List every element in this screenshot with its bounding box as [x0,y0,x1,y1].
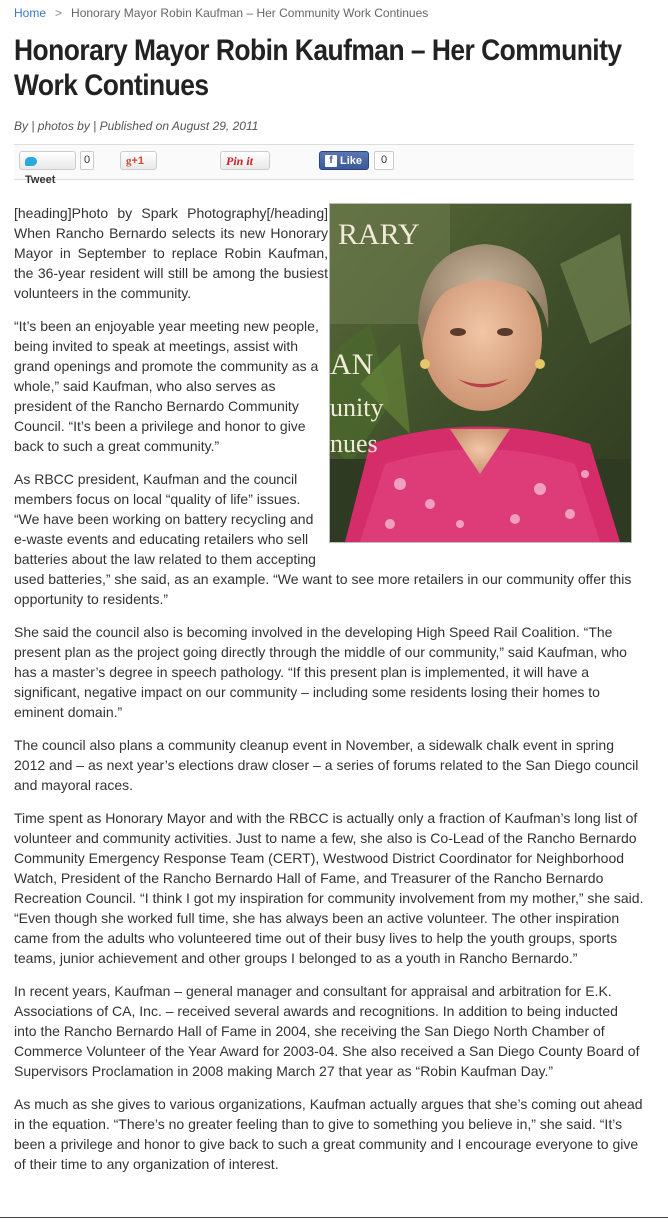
google-plus-icon: g [126,155,132,167]
facebook-like-button[interactable] [319,151,369,170]
photo-caption-heading: [heading]Photo by Spark Photography[/heading] [14,205,328,221]
article-body [14,203,644,1187]
article-meta: By | photos by | Published on August 29, 2011 [14,119,259,133]
article-paragraph: “It’s been an enjoyable year meeting new people, being invited to speak at meetings, assist with grand openings and promote the community as a whole,” said Kaufman, who also serves as president of the Rancho Bernardo Community Council. “It’s been a privilege and honor to give back to such a great community.” [14,318,319,454]
breadcrumb [14,6,428,20]
paragraph-1-body: When Rancho Bernardo selects its new Honorary Mayor in September to replace Robin Kaufman, the 36-year resident will still be among the busiest volunteers in the community. [14,225,328,301]
photo-overlay-text-3: unity [330,393,384,422]
article-paragraph: In recent years, Kaufman – general manager and consultant for appraisal and arbitration for E.K. Associations of CA, Inc. – received several awards and recognitions. In addition to being inducted into the Rancho Bernardo Hall of Fame in 2004, she receiving the San Diego North Chamber of Commerce Volunteer of the Year Award for 2003-04. She also received a San Diego County Board of Supervisors Proclamation in 2008 making March 27 that year as “Robin Kaufman Day.” [14,983,640,1079]
photo-overlay-text-1: RARY [338,218,420,251]
twitter-bird-icon [25,157,37,166]
google-plus-button[interactable] [120,151,157,170]
article-paragraph: As much as she gives to various organizations, Kaufman actually argues that she’s coming out ahead in the equation. “There’s no greater feeling than to give to something you believe in,” she said. “It’s been a privilege and honor to give back to such a great community and I encourage everyone to give of their time to any organization of interest. [14,1096,643,1172]
article-paragraph: She said the council also is becoming involved in the developing High Speed Rail Coalition. “The present plan as the project going directly through the middle of our community,” said Kaufman, who has a master’s degree in speech pathology. “If this present plan is implemented, it will have a significant, negative impact on our community – including some residents losing their homes to eminent domain.” [14,624,627,720]
tweet-label: Tweet [25,174,56,186]
page-bottom-divider [0,1217,668,1218]
tweet-button[interactable] [19,151,76,186]
share-bar [14,144,634,186]
breadcrumb-current: Honorary Mayor Robin Kaufman – Her Community Work Continues [71,6,429,20]
facebook-like-label: Like [340,155,363,167]
article-paragraph: As RBCC president, Kaufman and the council members focus on local “quality of life” issues. “We have been working on battery recycling and e-waste events and educating retailers who sell batteries about the law related to them accepting used batteries,” she said, as an example. “We want to see more retailers in our community offer this opportunity to residents.” [14,471,632,607]
photo-overlay-text-4: nues [330,429,378,458]
facebook-like-count: 0 [374,151,394,170]
page-title: Honorary Mayor Robin Kaufman – Her Community Work Continues [14,34,622,102]
photo-overlay-text-2: AN [330,348,374,381]
breadcrumb-separator: > [55,6,63,20]
article-paragraph: The council also plans a community cleanup event in November, a sidewalk chalk event in spring 2012 and – as next year’s elections draw closer – a series of forums related to the San Diego council and mayoral races. [14,737,639,793]
pinterest-pin-it-button[interactable]: Pin it [220,151,270,170]
breadcrumb-home-link[interactable]: Home [14,6,47,20]
facebook-icon: f [325,155,337,167]
article-paragraph: Time spent as Honorary Mayor and with the RBCC is actually only a fraction of Kaufman’s long list of volunteer and community activities. Just to name a few, she also is Co-Lead of the Rancho Bernardo Community Emergency Response Team (CERT), Westwood District Coordinator for Neighborhood Watch, President of the Rancho Bernardo Hall of Fame, and Treasurer of the Rancho Bernardo Recreation Council. “I think I got my inspiration for community involvement from my mother,” she said. “Even though she worked full time, she has always been an active volunteer. The other inspiration came from the adults who volunteered time out of their busy lives to help the youth groups, sports teams, junior achievement and other groups I belonged to as a youth in Rancho Bernardo.” [14,810,644,966]
google-plus-label: +1 [131,155,145,167]
tweet-count: 0 [80,151,94,170]
